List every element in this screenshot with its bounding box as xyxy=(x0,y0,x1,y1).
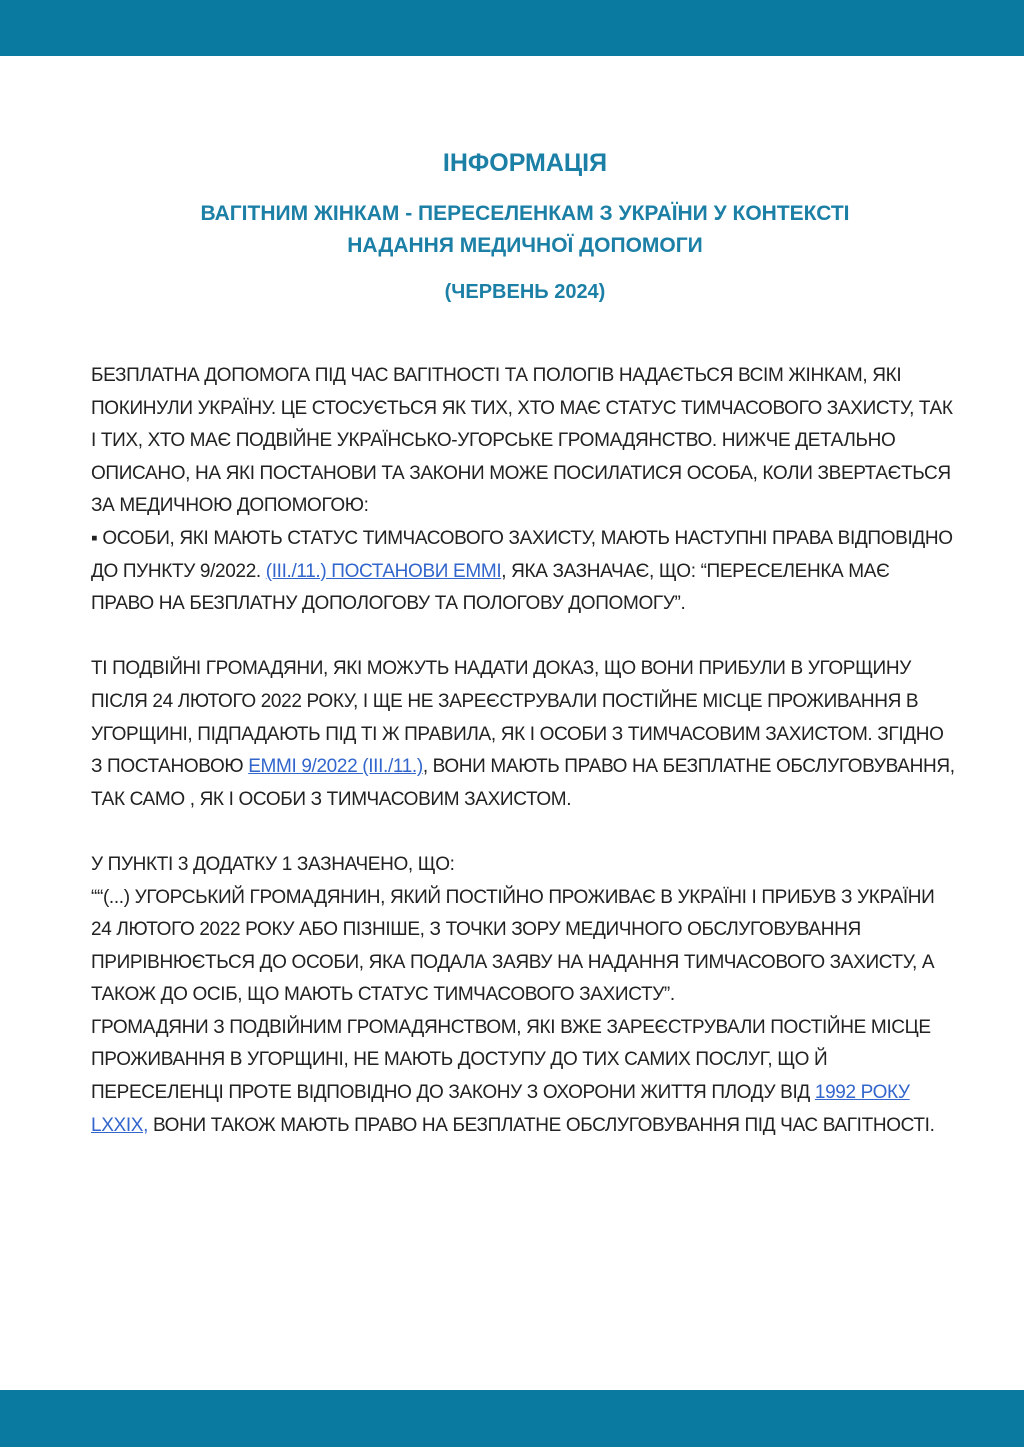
registered-citizens-paragraph xyxy=(91,1012,957,1142)
top-banner xyxy=(0,0,1024,56)
registered-text-start: ГРОМАДЯНИ З ПОДВІЙНИМ ГРОМАДЯНСТВОМ, ЯКІ ВЖЕ ЗАРЕЄСТРУВАЛИ ПОСТІЙНЕ МІСЦЕ ПРОЖИВАННЯ В УГОРЩИНІ, НЕ МАЮТЬ ДОСТУПУ ДО ТИХ САМИХ ПОСЛУГ, ЩО Й ПЕРЕСЕЛЕНЦІ ПРОТЕ ВІДПОВІДНО ДО ЗАКОНУ З ОХОРОНИ ЖИТТЯ ПЛОДУ ВІД xyxy=(91,1016,931,1104)
paragraph-spacer xyxy=(91,621,957,654)
emmi-decree-link[interactable]: (III./11.) ПОСТАНОВИ EMMI xyxy=(265,560,502,582)
dual-text-end: , ВОНИ МАЮТЬ ПРАВО НА БЕЗПЛАТНЕ ОБСЛУГОВУВАННЯ, ТАК САМО , ЯК І ОСОБИ З ТИМЧАСОВИМ ЗАХИСТОМ. xyxy=(91,756,955,810)
bullet-paragraph xyxy=(91,523,957,621)
emmi-9-2022-link[interactable]: EMMI 9/2022 (III./11.) xyxy=(248,756,423,778)
subtitle-line-1: ВАГІТНИМ ЖІНКАМ - ПЕРЕСЕЛЕНКАМ З УКРАЇНИ У КОНТЕКСТІ xyxy=(200,202,850,225)
bullet-text-end: , ЯКА ЗАЗНАЧАЄ, ЩО: “ПЕРЕСЕЛЕНКА МАЄ ПРАВО НА БЕЗПЛАТНУ ДОПОЛОГОВУ ТА ПОЛОГОВУ ДОПОМОГУ”. xyxy=(91,560,890,615)
fetal-protection-law-link[interactable]: 1992 РОКУ LXXIX, xyxy=(91,1082,910,1136)
paragraph-spacer xyxy=(91,816,957,849)
document-header xyxy=(100,146,950,306)
page-subtitle xyxy=(100,198,950,262)
dual-text-start: ТІ ПОДВІЙНІ ГРОМАДЯНИ, ЯКІ МОЖУТЬ НАДАТИ ДОКАЗ, ЩО ВОНИ ПРИБУЛИ В УГОРЩИНУ ПІСЛЯ 24 ЛЮТОГО 2022 РОКУ, І ЩЕ НЕ ЗАРЕЄСТРУВАЛИ ПОСТІЙНЕ МІСЦЕ ПРОЖИВАННЯ В УГОРЩИНІ, ПІДПАДАЮТЬ ПІД ТІ Ж ПРАВИЛА, ЯК І ОСОБИ З ТИМЧАСОВИМ ЗАХИСТОМ. ЗГІДНО З ПОСТАНОВОЮ xyxy=(91,658,944,778)
registered-text-end: ВОНИ ТАКОЖ МАЮТЬ ПРАВО НА БЕЗПЛАТНЕ ОБСЛУГОВУВАННЯ ПІД ЧАС ВАГІТНОСТІ. xyxy=(148,1114,935,1136)
bullet-text-start: ▪ ОСОБИ, ЯКІ МАЮТЬ СТАТУС ТИМЧАСОВОГО ЗАХИСТУ, МАЮТЬ НАСТУПНІ ПРАВА ВІДПОВІДНО ДО ПУНКТУ 9/2022. xyxy=(91,527,953,582)
bottom-banner xyxy=(0,1390,1024,1447)
document-body xyxy=(91,360,957,1142)
dual-citizens-paragraph xyxy=(91,653,957,816)
annex-quote: ““(...) УГОРСЬКИЙ ГРОМАДЯНИН, ЯКИЙ ПОСТІЙНО ПРОЖИВАЄ В УКРАЇНІ І ПРИБУВ З УКРАЇНИ 24 ЛЮТОГО 2022 РОКУ АБО ПІЗНІШЕ, З ТОЧКИ ЗОРУ МЕДИЧНОГО ОБСЛУГОВУВАННЯ ПРИРІВНЮЄТЬСЯ ДО ОСОБИ, ЯКА ПОДАЛА ЗАЯВУ НА НАДАННЯ ТИМЧАСОВОГО ЗАХИСТУ, А ТАКОЖ ДО ОСІБ, ЩО МАЮТЬ СТАТУС ТИМЧАСОВОГО ЗАХИСТУ”. xyxy=(91,886,935,1006)
page-title: ІНФОРМАЦІЯ xyxy=(442,149,608,177)
intro-paragraph: БЕЗПЛАТНА ДОПОМОГА ПІД ЧАС ВАГІТНОСТІ ТА ПОЛОГІВ НАДАЄТЬСЯ ВСІМ ЖІНКАМ, ЯКІ ПОКИНУЛИ УКРАЇНУ. ЦЕ СТОСУЄТЬСЯ ЯК ТИХ, ХТО МАЄ СТАТУС ТИМЧАСОВОГО ЗАХИСТУ, ТАК І ТИХ, ХТО МАЄ ПОДВІЙНЕ УКРАЇНСЬКО-УГОРСЬКЕ ГРОМАДЯНСТВО. НИЖЧЕ ДЕТАЛЬНО ОПИСАНО, НА ЯКІ ПОСТАНОВИ ТА ЗАКОНИ МОЖЕ ПОСИЛАТИСЯ ОСОБА, КОЛИ ЗВЕРТАЄТЬСЯ ЗА МЕДИЧНОЮ ДОПОМОГОЮ: xyxy=(91,365,953,517)
subtitle-line-2: НАДАННЯ МЕДИЧНОЇ ДОПОМОГИ xyxy=(347,234,703,257)
annex-intro: У ПУНКТІ 3 ДОДАТКУ 1 ЗАЗНАЧЕНО, ЩО: xyxy=(91,853,455,875)
publication-date: (ЧЕРВЕНЬ 2024) xyxy=(444,281,606,303)
